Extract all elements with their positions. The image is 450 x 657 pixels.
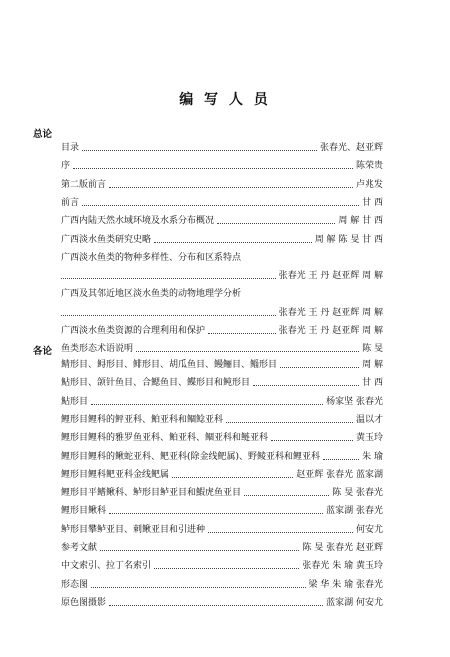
entry-title: 原色图摄影 bbox=[61, 597, 107, 608]
entry-title: 参考文献 bbox=[61, 543, 98, 553]
credit-entry bbox=[61, 449, 383, 463]
credit-entry bbox=[61, 357, 383, 371]
entry-authors: 杨家坚 张春光 bbox=[326, 396, 383, 407]
dot-leader bbox=[226, 422, 353, 423]
entry-authors: 卢兆发 bbox=[355, 179, 383, 190]
dot-leader bbox=[82, 150, 317, 151]
credit-entry bbox=[61, 430, 383, 444]
credit-entry bbox=[61, 558, 383, 572]
dot-leader bbox=[82, 205, 359, 206]
credit-entry bbox=[61, 195, 383, 209]
dot-leader bbox=[109, 187, 353, 188]
dot-leader bbox=[136, 351, 359, 352]
credit-entry bbox=[61, 577, 383, 591]
entry-title: 鲤形目鲤科的雅罗鱼亚科、鲌亚科、鲴亚科和鲢亚科 bbox=[61, 433, 269, 444]
entry-authors: 黄玉玲 bbox=[355, 433, 383, 444]
credit-entry bbox=[61, 394, 383, 408]
entry-authors: 张春光 朱 瑜 黄玉玲 bbox=[302, 561, 383, 572]
credit-entry bbox=[61, 286, 383, 300]
dot-leader bbox=[323, 459, 359, 460]
entry-authors: 甘 西 bbox=[362, 378, 383, 389]
dot-leader bbox=[271, 440, 353, 441]
credit-entry bbox=[61, 268, 383, 282]
dot-leader bbox=[280, 367, 359, 368]
dot-leader bbox=[109, 605, 323, 606]
entry-authors: 张春光 王 丹 赵亚辉 周 解 bbox=[278, 326, 383, 336]
entry-authors: 何安尤 bbox=[355, 524, 383, 535]
entry-title: 目录 bbox=[61, 143, 80, 153]
entry-title: 广西淡水鱼类研究史略 bbox=[61, 234, 152, 245]
page-title: 编 写 人 员 bbox=[179, 92, 271, 108]
entry-title: 广西内陆天然水域环境及水系分布概况 bbox=[61, 216, 215, 227]
entry-authors: 朱 瑜 bbox=[362, 451, 383, 462]
credit-entry bbox=[61, 213, 383, 227]
entry-authors: 陈 旻 bbox=[362, 344, 383, 355]
credit-entry bbox=[61, 540, 383, 554]
dot-leader bbox=[172, 477, 293, 478]
entry-authors: 张春光 王 丹 赵亚辉 周 解 bbox=[278, 307, 383, 318]
entry-title: 序 bbox=[61, 161, 71, 172]
entry-authors: 周 解 bbox=[362, 360, 383, 370]
entry-authors: 梁 华 朱 瑜 张春光 bbox=[308, 579, 383, 590]
entry-title: 鲤形目鲤科的鳅蛇亚科、鲃亚科(除金线鲃属)、野鲮亚科和鲤亚科 bbox=[61, 451, 321, 462]
entry-authors: 陈 旻 张春光 赵亚辉 bbox=[302, 543, 383, 553]
credit-entry bbox=[61, 140, 383, 154]
entry-authors: 张春光、赵亚辉 bbox=[319, 143, 383, 153]
entry-title: 广西及其邻近地区淡水鱼类的动物地理学分析 bbox=[61, 289, 242, 300]
credit-entry bbox=[61, 158, 383, 172]
dot-leader bbox=[91, 404, 323, 405]
credit-entry bbox=[61, 412, 383, 426]
credit-entry bbox=[61, 522, 383, 536]
entry-authors: 温以才 bbox=[355, 414, 383, 425]
credit-entry bbox=[61, 232, 383, 246]
credit-entry bbox=[61, 341, 383, 355]
dot-leader bbox=[61, 315, 276, 316]
dot-leader bbox=[154, 242, 312, 243]
entry-authors: 赵亚辉 张春光 蓝家湖 bbox=[296, 469, 383, 480]
entry-title: 鲭形目、鲟形目、鲱形目、胡瓜鱼目、鳗鲡目、鲻形目 bbox=[61, 360, 278, 370]
entry-authors: 甘 西 bbox=[362, 197, 383, 208]
entry-authors: 蓝家湖 张春光 bbox=[326, 506, 383, 517]
dot-leader bbox=[61, 278, 276, 279]
credit-entry bbox=[61, 305, 383, 319]
dot-leader bbox=[208, 333, 276, 334]
entry-authors: 周 解 甘 西 bbox=[338, 216, 383, 227]
credit-entry bbox=[61, 595, 383, 609]
dot-leader bbox=[244, 495, 329, 496]
entry-title: 鲇形目、颌针鱼目、合鳃鱼目、鲽形目和鲀形目 bbox=[61, 378, 251, 389]
entry-title: 鱼类形态术语说明 bbox=[61, 344, 134, 355]
credit-entry bbox=[61, 250, 383, 264]
entry-authors: 周 解 陈 旻 甘 西 bbox=[314, 234, 383, 245]
credit-entry bbox=[61, 177, 383, 191]
credit-entry bbox=[61, 485, 383, 499]
entry-title: 中文索引、拉丁名索引 bbox=[61, 561, 152, 572]
entry-authors: 陈荣贵 bbox=[355, 161, 383, 172]
entry-title: 广西淡水鱼类资源的合理利用和保护 bbox=[61, 326, 206, 336]
dot-leader bbox=[217, 223, 335, 224]
credit-entry bbox=[61, 375, 383, 389]
dot-leader bbox=[154, 568, 299, 569]
dot-leader bbox=[109, 513, 323, 514]
entry-title: 鲤形目鲤科的鲆亚科、鲌亚科和鲴鲶亚科 bbox=[61, 414, 224, 425]
entry-authors: 张春光 王 丹 赵亚辉 周 解 bbox=[278, 271, 383, 282]
dot-leader bbox=[253, 385, 359, 386]
dot-leader bbox=[208, 532, 353, 533]
credit-entry bbox=[61, 503, 383, 517]
credit-entry bbox=[61, 323, 383, 337]
entry-title: 鲇形目 bbox=[61, 396, 89, 407]
entry-title: 第二版前言 bbox=[61, 179, 107, 190]
entry-title: 鲤形目鲤科鲃亚科金线鲃属 bbox=[61, 469, 170, 480]
entry-authors: 蓝家湖 何安尤 bbox=[326, 597, 383, 608]
entry-title: 鲤形目鳅科 bbox=[61, 506, 107, 517]
dot-leader bbox=[73, 168, 353, 169]
dot-leader bbox=[100, 550, 299, 551]
entry-title: 前言 bbox=[61, 197, 80, 208]
credit-entry bbox=[61, 467, 383, 481]
entry-title: 鲈形目攀鲈亚目、刺鳅亚目和引进种 bbox=[61, 524, 206, 535]
section-heading: 总论 bbox=[33, 129, 53, 140]
dot-leader bbox=[91, 587, 306, 588]
section-heading: 各论 bbox=[33, 346, 53, 357]
entry-authors: 陈 旻 张春光 bbox=[332, 488, 383, 499]
entry-title: 广西淡水鱼类的物种多样性、分布和区系特点 bbox=[61, 252, 242, 263]
entry-title: 形态图 bbox=[61, 579, 89, 590]
entry-title: 鲤形目平鳍鳅科、鲈形目鲈亚目和鰕虎鱼亚目 bbox=[61, 488, 242, 499]
